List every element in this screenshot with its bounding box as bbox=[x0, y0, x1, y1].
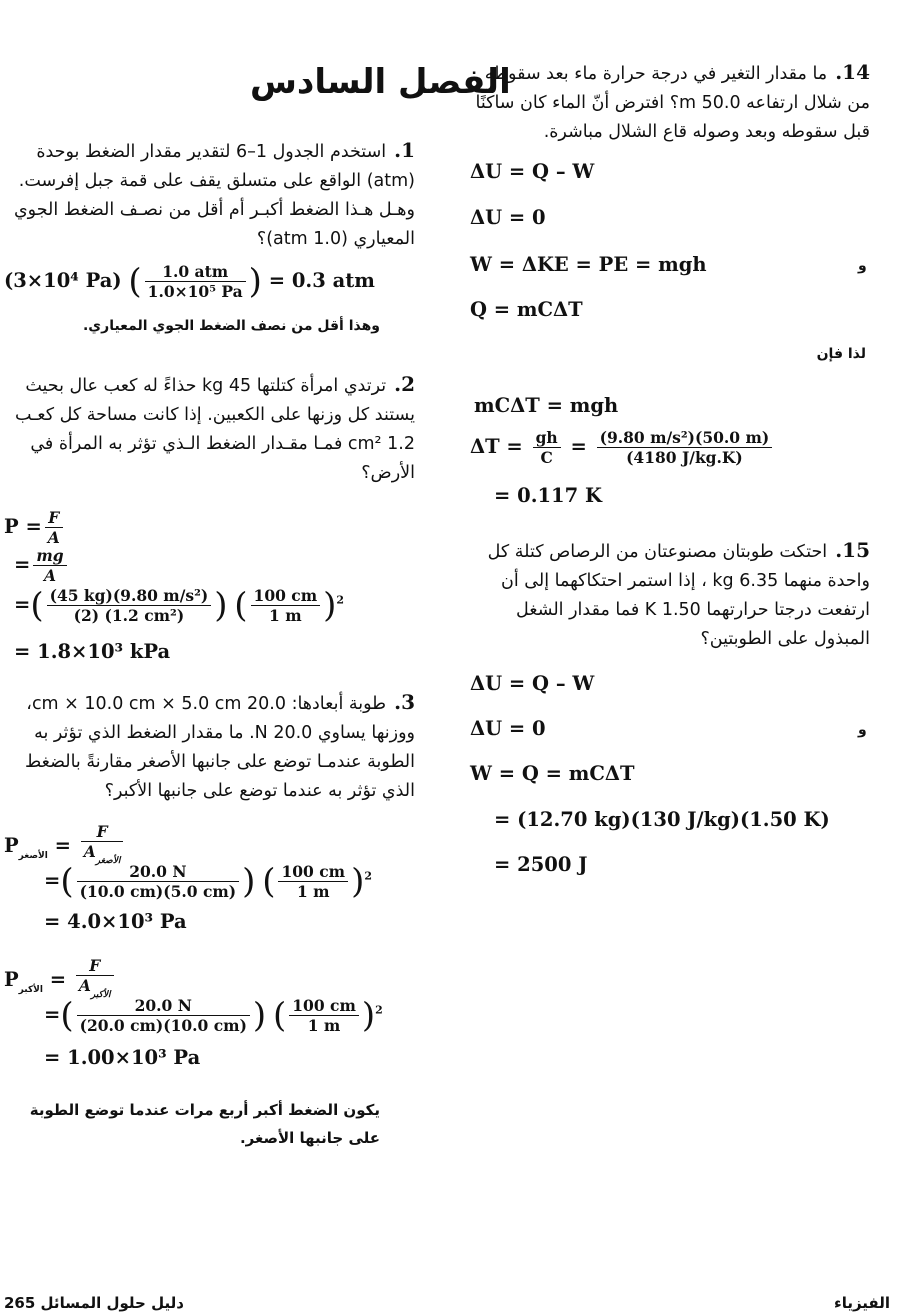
question-number: 1. bbox=[394, 138, 415, 162]
equation: $P_{الأكبر}$ = $\frac{F}{A_{الأكبر}}$ bbox=[4, 956, 117, 1005]
footer-page-label: 265 دليل حلول المسائل bbox=[4, 1294, 184, 1312]
equation: ΔU = Q – W bbox=[470, 160, 595, 183]
footer-subject: الفيزياء bbox=[834, 1294, 890, 1312]
equation: ΔU = Q – W bbox=[470, 672, 595, 695]
question-text: ما مقدار التغير في درجة حرارة ماء بعد سقوطه من شلال ارتفاعه 50.0 m؟ افترض أنّ الماء كان ساكنًا قبل سقوطه وبعد وصوله قاع الشلال مباشرة. bbox=[475, 64, 870, 142]
question-text: طوبة أبعادها: 20.0 cm × 10.0 cm × 5.0 cm، ووزنها يساوي 20.0 N. ما مقدار الضغط الذي تؤثر به الطوبة عندمـا توضع على جانبها الأصغر مقارنةً بالضغط الذي تؤثر به عندما توضع على جانبها الأكبر؟ bbox=[25, 694, 415, 801]
question-text: احتكت طوبتان مصنوعتان من الرصاص كتلة كل واحدة منهما 6.35 kg ، إذا استمر احتكاكهما إلى أن ارتفعت درجتا حرارتهما 1.50 K فما مقدار الشغل المبذول على الطوبتين؟ bbox=[487, 542, 870, 649]
fraction: $\frac{\text{1.0 atm}}{\text{1.0×10⁵ Pa}}$ bbox=[145, 262, 246, 301]
equation: =( $\frac{20.0 N}{(10.0 cm)(5.0 cm)}$ ) ( $\frac{100 cm}{1 m}$ )$^2$ bbox=[44, 861, 372, 902]
question-2 bbox=[0, 370, 415, 488]
fraction: $\frac{100 cm}{1 m}$ bbox=[251, 586, 321, 625]
equation-result: = 2500 J bbox=[494, 853, 588, 876]
and-label: و bbox=[858, 722, 867, 738]
question-text: استخدم الجدول 1–6 لتقدير مقدار الضغط بوحدة (atm) الواقع على متسلق يقف على قمة جبل إفرست. وهـل هـذا الضغط أكبـر أم أقل من نصـف الضغط الجوي المعياري (1.0 atm)؟ bbox=[13, 142, 415, 249]
question-number: 2. bbox=[394, 372, 415, 396]
equation: W = Q = mCΔT bbox=[470, 762, 635, 785]
fraction: $\frac{F}{A}$ bbox=[45, 508, 63, 547]
question-text: ترتدي امرأة كتلتها 45 kg حذاءً له كعب عال بحيث يستند كل وزنها على الكعبين. إذا كانت مساحة كل كعـب 1.2 cm² فمـا مقـدار الضغط الـذي تؤثر به المرأة في الأرض؟ bbox=[14, 376, 415, 483]
equation: ΔU = 0 bbox=[470, 717, 546, 740]
fraction: $\frac{100 cm}{1 m}$ bbox=[278, 862, 348, 901]
question-14 bbox=[470, 58, 870, 147]
equation: =( $\frac{20.0 N}{(20.0 cm)(10.0 cm)}$ ) ( $\frac{100 cm}{1 m}$ )$^2$ bbox=[44, 995, 383, 1036]
therefore-label: لذا فإن bbox=[816, 346, 866, 362]
question-3 bbox=[0, 688, 415, 806]
equation-result: = 4.0×10³ Pa bbox=[44, 910, 187, 933]
question-number: 15. bbox=[835, 538, 870, 562]
fraction: $\frac{F}{A_{الأكبر}}$ bbox=[76, 956, 114, 1005]
equation: P = $\frac{F}{A}$ bbox=[4, 508, 66, 547]
equation-result: = 1.00×10³ Pa bbox=[44, 1046, 201, 1069]
equation: =( $\frac{\text{(45 kg)(9.80 m/s²)}}{\text{(2) (1.2 cm²)}}$ ) ( $\frac{100 cm}{1 m}$ )$^2$ bbox=[14, 585, 345, 626]
fraction: $\frac{20.0 N}{(10.0 cm)(5.0 cm)}$ bbox=[77, 862, 240, 901]
chapter-title: الفصل السادس bbox=[250, 62, 511, 102]
fraction: $\frac{F}{A_{الأصغر}}$ bbox=[81, 822, 124, 871]
question-15 bbox=[470, 536, 870, 654]
equation: = (12.70 kg)(130 J/kg)(1.50 K) bbox=[494, 808, 830, 831]
equation-result: = 0.117 K bbox=[494, 484, 602, 507]
equation: mCΔT = mgh bbox=[474, 394, 619, 417]
equation: Q = mCΔT bbox=[470, 298, 583, 321]
answer-note: وهذا أقل من نصف الضغط الجوي المعياري. bbox=[82, 318, 380, 334]
fraction: $\frac{100 cm}{1 m}$ bbox=[289, 996, 359, 1035]
question-number: 14. bbox=[835, 60, 870, 84]
question-number: 3. bbox=[394, 690, 415, 714]
equation: $P_{الأصغر}$ = $\frac{F}{A_{الأصغر}}$ bbox=[4, 822, 126, 871]
fraction: $\frac{\text{(9.80 m/s²)(50.0 m)}}{(4180 J/kg.K)}$ bbox=[597, 428, 773, 467]
equation: (3×10⁴ Pa) ( $\frac{\text{1.0 atm}}{\text{1.0×10⁵ Pa}}$ ) = 0.3 atm bbox=[4, 261, 375, 302]
equation: W = ΔKE = PE = mgh bbox=[470, 253, 707, 276]
equation-result: = 1.8×10³ kPa bbox=[14, 640, 171, 663]
fraction: $\frac{mg}{A}$ bbox=[33, 546, 66, 585]
equation: ΔU = 0 bbox=[470, 206, 546, 229]
answer-note: يكون الضغط أكبر أربع مرات عندما توضع الطوبة على جانبها الأصغر. bbox=[29, 1101, 380, 1147]
fraction: $\frac{20.0 N}{(20.0 cm)(10.0 cm)}$ bbox=[77, 996, 250, 1035]
question-1 bbox=[0, 136, 415, 254]
and-label: و bbox=[858, 258, 867, 274]
equation: = $\frac{mg}{A}$ bbox=[14, 546, 70, 585]
equation-fraction: ΔT = $\frac{gh}{C}$ = $\frac{\text{(9.80 m/s²)(50.0 m)}}{(4180 J/kg.K)}$ bbox=[470, 428, 775, 467]
fraction: $\frac{\text{(45 kg)(9.80 m/s²)}}{\text{(2) (1.2 cm²)}}$ bbox=[47, 586, 212, 625]
fraction: $\frac{gh}{C}$ bbox=[533, 428, 561, 467]
